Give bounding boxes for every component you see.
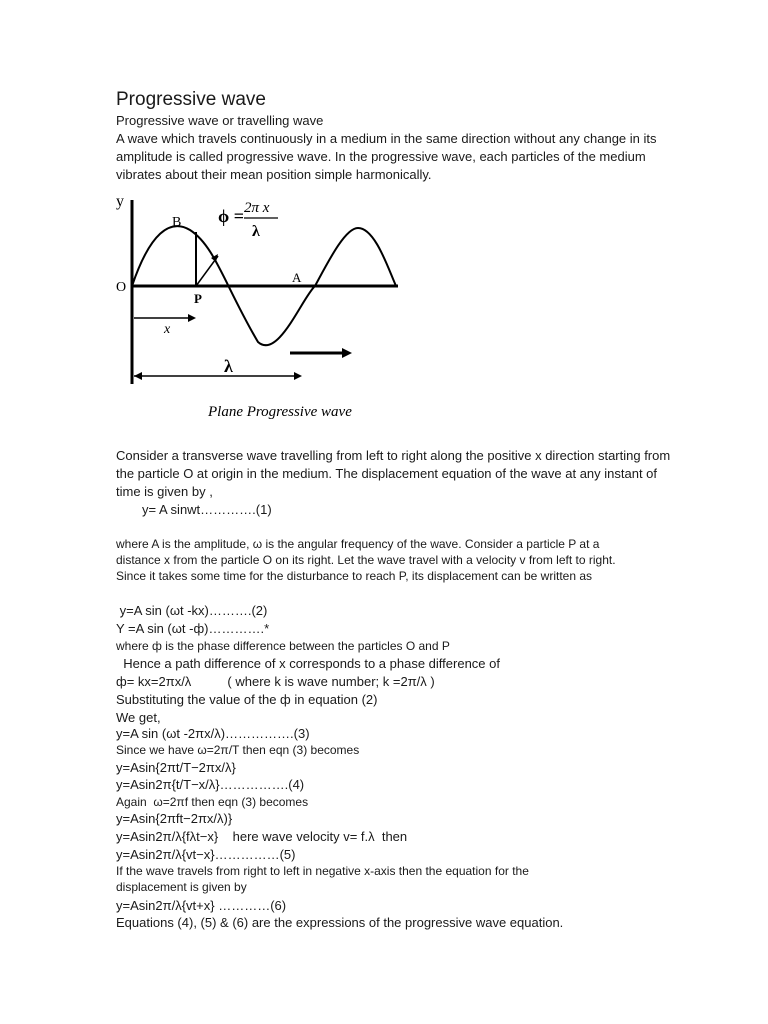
phi-equation-label: ϕ =: [218, 206, 244, 226]
lambda-arrow-head-right: [294, 372, 302, 380]
wavelength-label: λ: [224, 356, 233, 376]
equation-line-6: Substituting the value of the ф in equation (2): [116, 692, 378, 707]
closing-sentence: Equations (4), (5) & (6) are the expressions of the progressive wave equation.: [116, 915, 564, 930]
wave-diagram: [110, 188, 410, 424]
subtitle: Progressive wave or travelling wave: [116, 113, 324, 128]
equation-line-8: y=A sin (ωt -2πx/λ)…………….(3): [116, 726, 310, 741]
equation-line-1: y=A sin (ωt -kx)……….(2): [116, 603, 268, 618]
equation-line-11: y=Asin2π{t/T−x/λ}…………….(4): [116, 777, 305, 792]
amplitude-paragraph: where A is the amplitude, ω is the angular frequency of the wave. Consider a particle P at a distance x from the particle O on its right. Let the wave travel with a velocity v from left to right. Since it takes some time for the disturbance to reach P, its displacement can be written as: [116, 537, 616, 583]
equation-line-7: We get,: [116, 710, 161, 725]
equation-line-13: y=Asin{2πft−2πx/λ)}: [116, 811, 233, 826]
direction-arrow-head: [342, 348, 352, 358]
point-p-label: P: [194, 291, 202, 306]
phi-numerator: 2π x: [244, 200, 270, 216]
equation-line-2: Y =A sin (ωt -ф)………….*: [116, 621, 270, 636]
phi-denominator: λ: [252, 223, 260, 240]
equation-line-5: ф= kx=2πx/λ ( where k is wave number; k =2π/λ ): [116, 674, 435, 689]
equation-1: y= A sinwt………….(1): [142, 502, 272, 517]
intro-paragraph: A wave which travels continuously in a medium in the same direction without any change in its amplitude is called progressive wave. In the progressive wave, each particles of the medium vibrates about their mean position simple harmonically.: [116, 131, 657, 182]
equation-line-3: where ф is the phase difference between the particles O and P: [116, 639, 450, 653]
origin-label: O: [116, 280, 127, 295]
transverse-wave-paragraph: Consider a transverse wave travelling from left to right along the positive x direction starting from the particle O at origin in the medium. The displacement equation of the wave at any instant of time is given by ,: [116, 448, 671, 499]
point-a-label: A: [292, 270, 302, 285]
negative-direction-paragraph: If the wave travels from right to left in negative x-axis then the equation for the displacement is given by: [116, 864, 529, 894]
equation-line-15: y=Asin2π/λ{vt−x}……………(5): [116, 847, 296, 862]
equation-line-14: y=Asin2π/λ{fλt−x} here wave velocity v= f.λ then: [116, 829, 408, 844]
x-arrow-head: [188, 314, 196, 322]
equation-line-12: Again ω=2πf then eqn (3) becomes: [116, 795, 309, 809]
equation-6: y=Asin2π/λ{vt+x} …………(6): [116, 898, 287, 913]
x-distance-label: x: [164, 322, 171, 337]
figure-caption: Plane Progressive wave: [208, 404, 352, 420]
y-axis-label: y: [116, 193, 124, 210]
equation-line-4: Hence a path difference of x corresponds to a phase difference of: [116, 656, 500, 671]
equation-line-10: y=Asin{2πt/T−2πx/λ}: [116, 760, 236, 775]
point-b-label: B: [172, 215, 182, 230]
lambda-arrow-head-left: [134, 372, 142, 380]
equation-line-9: Since we have ω=2π/T then eqn (3) becomes: [116, 743, 360, 757]
page-title: Progressive wave: [116, 89, 266, 110]
